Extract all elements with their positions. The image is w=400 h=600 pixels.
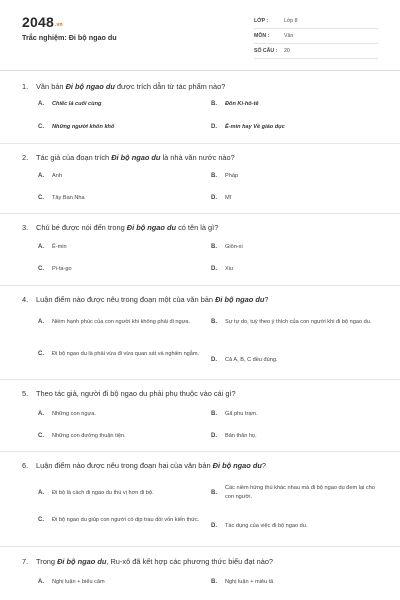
question-divider	[0, 143, 400, 144]
question-2-option-a[interactable]: A. Anh	[38, 173, 62, 180]
question-3-text: 3. Chú bé được nói đến trong Đi bộ ngao du có tên là gì?	[22, 223, 219, 232]
question-6-option-d[interactable]: D. Tác dụng của việc đi bộ ngao du.	[211, 523, 308, 530]
page-title: Trắc nghiệm: Đi bộ ngao du	[22, 33, 117, 42]
question-7-option-b[interactable]: B. Nghị luận + miêu tả	[211, 579, 274, 586]
question-3-option-b[interactable]: B. Giôn-xi	[211, 244, 243, 251]
question-5-option-d[interactable]: D. Bản thân họ.	[211, 433, 257, 440]
question-4-option-b[interactable]: B. Sự tự do, tuỳ theo ý thích của con người khi đi bộ ngao du.	[211, 319, 372, 326]
question-1-option-d[interactable]: D. Ê-min hay Về giáo dục	[211, 124, 285, 131]
question-6-option-c[interactable]: C. Đi bộ ngao du giúp con người có dịp trau dồi vốn kiến thức.	[38, 517, 200, 524]
question-divider	[0, 451, 400, 452]
question-5-text: 5. Theo tác giả, người đi bộ ngao du phải phụ thuộc vào cái gì?	[22, 389, 236, 398]
question-5-option-a[interactable]: A. Những con ngựa.	[38, 411, 96, 418]
question-5-option-c[interactable]: C. Những con đường thuận tiện.	[38, 433, 126, 440]
question-1-option-c[interactable]: C. Những người khốn khổ	[38, 124, 115, 131]
logo-sub: .vn	[54, 22, 63, 28]
question-2-option-b[interactable]: B. Pháp	[211, 173, 239, 180]
meta-row-class	[254, 14, 378, 29]
question-1-text: 1. Văn bản Đi bộ ngao du được trích dẫn từ tác phẩm nào?	[22, 82, 226, 91]
question-divider	[0, 546, 400, 547]
question-2-text: 2. Tác giả của đoạn trích Đi bộ ngao du là nhà văn nước nào?	[22, 153, 235, 162]
header-divider	[0, 70, 400, 71]
question-3-option-d[interactable]: D. Xiu	[211, 266, 234, 273]
question-divider	[0, 285, 400, 286]
logo-main: 2048	[22, 14, 54, 30]
meta-label: MÔN :	[254, 33, 270, 39]
question-4-option-c[interactable]: C. Đi bộ ngao du là phải vừa đi vừa quan sát và nghiền ngẫm.	[38, 351, 200, 358]
page-header	[0, 0, 400, 66]
question-7-text: 7. Trong Đi bộ ngao du, Ru-xô đã kết hợp các phương thức biểu đạt nào?	[22, 557, 274, 566]
site-logo[interactable]	[22, 14, 63, 30]
meta-label: LỚP :	[254, 18, 269, 24]
question-1-option-a[interactable]: A. Chiếc lá cuối cùng	[38, 101, 102, 108]
meta-value: 20	[284, 48, 290, 54]
quiz-meta	[254, 14, 378, 59]
meta-row-subject	[254, 29, 378, 44]
question-4-option-d[interactable]: D. Cả A, B, C đều đúng.	[211, 357, 278, 364]
meta-row-count	[254, 44, 378, 59]
question-4-option-a[interactable]: A. Niềm hạnh phúc của con người khi không phải đi ngựa.	[38, 319, 191, 326]
question-3-option-a[interactable]: A. Ê-min	[38, 244, 67, 251]
question-2-option-d[interactable]: D. Mĩ	[211, 195, 232, 202]
question-divider	[0, 213, 400, 214]
question-1-option-b[interactable]: B. Đôn Ki-hô-tê	[211, 101, 259, 108]
meta-value: Lớp 8	[284, 18, 298, 24]
question-2-option-c[interactable]: C. Tây Ban Nha	[38, 195, 85, 202]
question-6-option-a[interactable]: A. Đi bộ là cách đi ngao du thú vị hơn đi bộ.	[38, 490, 154, 497]
question-4-text: 4. Luận điểm nào được nêu trong đoạn một của văn bản Đi bộ ngao du?	[22, 295, 269, 304]
question-divider	[0, 379, 400, 380]
question-7-option-a[interactable]: A. Nghị luận + biểu cảm	[38, 579, 105, 586]
meta-value: Văn	[284, 33, 294, 39]
question-5-option-b[interactable]: B. Gã phu trạm.	[211, 411, 258, 418]
question-3-option-c[interactable]: C. Pi-ta-go	[38, 266, 72, 273]
question-6-option-b[interactable]: B. Các niềm hứng thú khác nhau mà đi bộ ngao du đem lại cho con người.	[211, 485, 375, 500]
question-6-text: 6. Luận điểm nào được nêu trong đoạn hai của văn bản Đi bộ ngao du?	[22, 461, 267, 470]
meta-label: SỐ CÂU :	[254, 48, 278, 54]
